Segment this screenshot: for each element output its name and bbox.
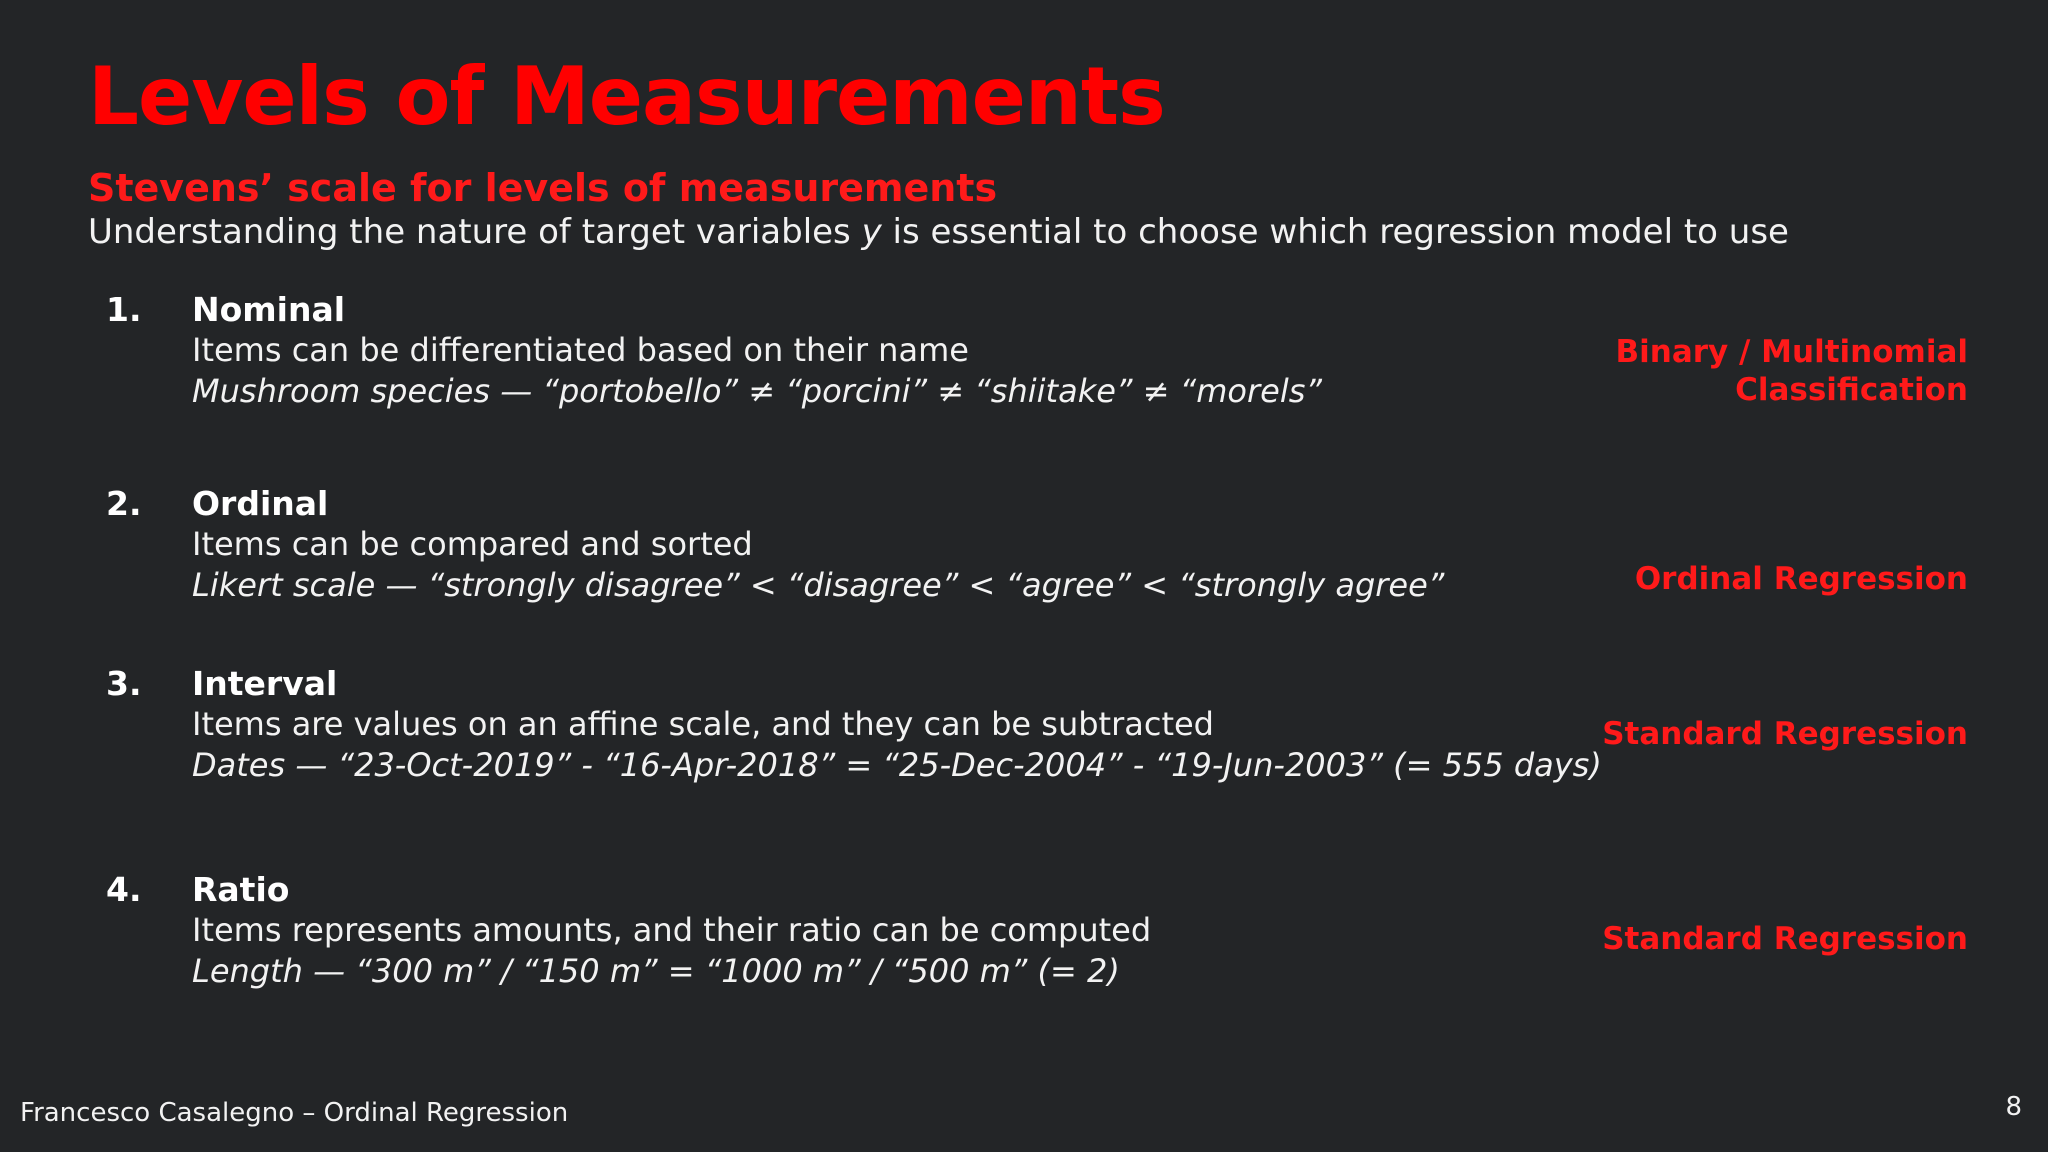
item-description: Items are values on an affine scale, and they can be subtracted (192, 705, 1214, 743)
item-number-ordinal: 2. (106, 484, 142, 523)
model-label-line: Classification (1735, 372, 1968, 408)
target-variable-symbol: y (861, 212, 882, 252)
item-name: Interval (192, 664, 338, 703)
item-number-nominal: 1. (106, 290, 142, 329)
item-example: Length — “300 m” / “150 m” = “1000 m” / “500 m” (= 2) (192, 952, 1120, 990)
item-example: Likert scale — “strongly disagree” < “disagree” < “agree” < “strongly agree” (192, 566, 1445, 604)
item-description: Items can be compared and sorted (192, 525, 753, 563)
model-label-ratio (1602, 920, 1968, 958)
item-example: Mushroom species — “portobello” ≠ “porcini” ≠ “shiitake” ≠ “morels” (192, 372, 1322, 410)
model-label-line: Standard Regression (1602, 716, 1968, 752)
item-number-interval: 3. (106, 664, 142, 703)
page-number: 8 (2005, 1092, 2022, 1122)
item-nominal (192, 289, 1322, 412)
item-example: Dates — “23-Oct-2019” - “16-Apr-2018” = “25-Dec-2004” - “19-Jun-2003” (= 555 days) (192, 746, 1602, 784)
item-name: Ordinal (192, 484, 329, 523)
intro-text (88, 212, 1789, 252)
model-label-line: Ordinal Regression (1634, 561, 1968, 597)
item-description: Items can be differentiated based on their name (192, 331, 969, 369)
model-label-ordinal (1635, 560, 1968, 598)
item-ratio (192, 869, 1151, 992)
item-interval (192, 663, 1602, 786)
model-label-line: Binary / Multinomial (1615, 334, 1968, 370)
model-label-line: Standard Regression (1602, 921, 1968, 957)
intro-text-end: is essential to choose which regression model to use (881, 212, 1789, 252)
model-label-interval (1602, 715, 1968, 753)
slide-title: Levels of Measurements (88, 50, 1165, 143)
footer-author: Francesco Casalegno – Ordinal Regression (20, 1098, 569, 1128)
item-ordinal (192, 483, 1444, 606)
item-number-ratio: 4. (106, 870, 142, 909)
intro-text-start: Understanding the nature of target variables (88, 212, 862, 252)
item-description: Items represents amounts, and their ratio can be computed (192, 911, 1152, 949)
item-name: Nominal (192, 290, 346, 329)
slide-subtitle: Stevens’ scale for levels of measurements (88, 166, 998, 210)
model-label-nominal (1616, 333, 1968, 409)
item-name: Ratio (192, 870, 290, 909)
